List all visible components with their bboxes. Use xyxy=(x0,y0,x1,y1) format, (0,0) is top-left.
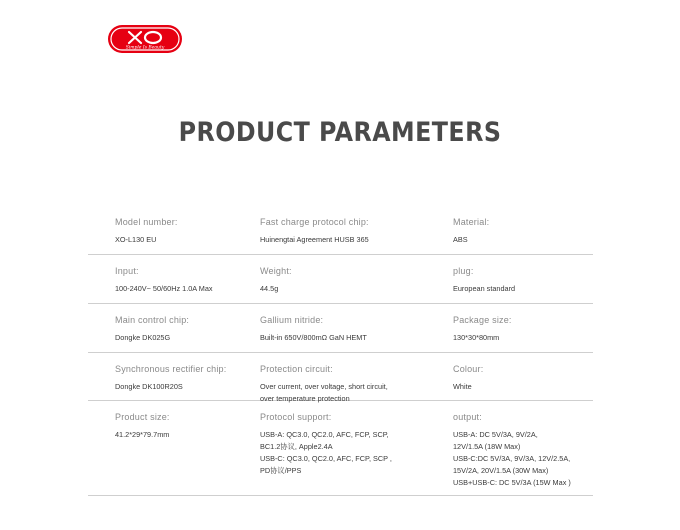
param-output xyxy=(453,401,593,489)
table-row xyxy=(88,206,593,255)
param-value: Dongke DK025G xyxy=(115,333,171,342)
param-protocol-support xyxy=(260,401,450,477)
param-gallium-nitride xyxy=(260,304,450,344)
brand-tagline: Simple Is Beauty xyxy=(125,45,165,51)
param-value: White xyxy=(453,382,472,391)
param-fast-charge-chip xyxy=(260,206,450,246)
table-row xyxy=(88,401,593,496)
param-label: plug: xyxy=(453,266,474,276)
param-plug xyxy=(453,255,593,295)
param-value: Dongke DK100R20S xyxy=(115,382,183,391)
param-value: XO-L130 EU xyxy=(115,235,157,244)
param-material xyxy=(453,206,593,246)
param-package-size xyxy=(453,304,593,344)
param-label: Colour: xyxy=(453,364,484,374)
param-value: Huinengtai Agreement HUSB 365 xyxy=(260,235,369,244)
param-rectifier-chip xyxy=(115,353,255,393)
param-weight xyxy=(260,255,450,295)
param-label: Input: xyxy=(115,266,139,276)
param-label: Package size: xyxy=(453,315,512,325)
param-value: USB-A: DC 5V/3A, 9V/2A, 12V/1.5A (18W Max) USB-C:DC 5V/3A, 9V/3A, 12V/2.5A, 15V/2A, 20V/1.5A (30W Max) USB+USB-C: DC 5V/3A (15W Max ) xyxy=(453,430,571,487)
param-value: Built-in 650V/800mΩ GaN HEMT xyxy=(260,333,367,342)
param-value: 44.5g xyxy=(260,284,279,293)
param-model-number xyxy=(115,206,255,246)
param-main-control-chip xyxy=(115,304,255,344)
param-value: 41.2*29*79.7mm xyxy=(115,430,170,439)
param-protection-circuit xyxy=(260,353,450,405)
xo-logo-icon xyxy=(107,24,183,54)
param-input xyxy=(115,255,255,295)
param-value: 100-240V~ 50/60Hz 1.0A Max xyxy=(115,284,213,293)
param-label: Product size: xyxy=(115,412,170,422)
brand-logo xyxy=(107,24,183,54)
param-label: Material: xyxy=(453,217,490,227)
param-value: 130*30*80mm xyxy=(453,333,500,342)
table-row xyxy=(88,304,593,353)
param-label: Gallium nitride: xyxy=(260,315,324,325)
param-product-size xyxy=(115,401,255,441)
param-value: European standard xyxy=(453,284,516,293)
param-colour xyxy=(453,353,593,393)
parameters-table xyxy=(88,206,593,496)
param-value: ABS xyxy=(453,235,468,244)
param-value: USB-A: QC3.0, QC2.0, AFC, FCP, SCP, BC1.2协议, Apple2.4A USB-C: QC3.0, QC2.0, AFC, FCP, SCP , PD协议/PPS xyxy=(260,430,392,475)
param-label: Synchronous rectifier chip: xyxy=(115,364,227,374)
param-label: Model number: xyxy=(115,217,178,227)
param-label: Protocol support: xyxy=(260,412,332,422)
table-row xyxy=(88,353,593,401)
param-label: Weight: xyxy=(260,266,292,276)
param-label: Main control chip: xyxy=(115,315,190,325)
param-label: Fast charge protocol chip: xyxy=(260,217,369,227)
param-value: Over current, over voltage, short circuit, over temperature protection xyxy=(260,382,388,403)
page-title: PRODUCT PARAMETERS xyxy=(178,117,502,148)
param-label: output: xyxy=(453,412,482,422)
param-label: Protection circuit: xyxy=(260,364,333,374)
table-row xyxy=(88,255,593,304)
